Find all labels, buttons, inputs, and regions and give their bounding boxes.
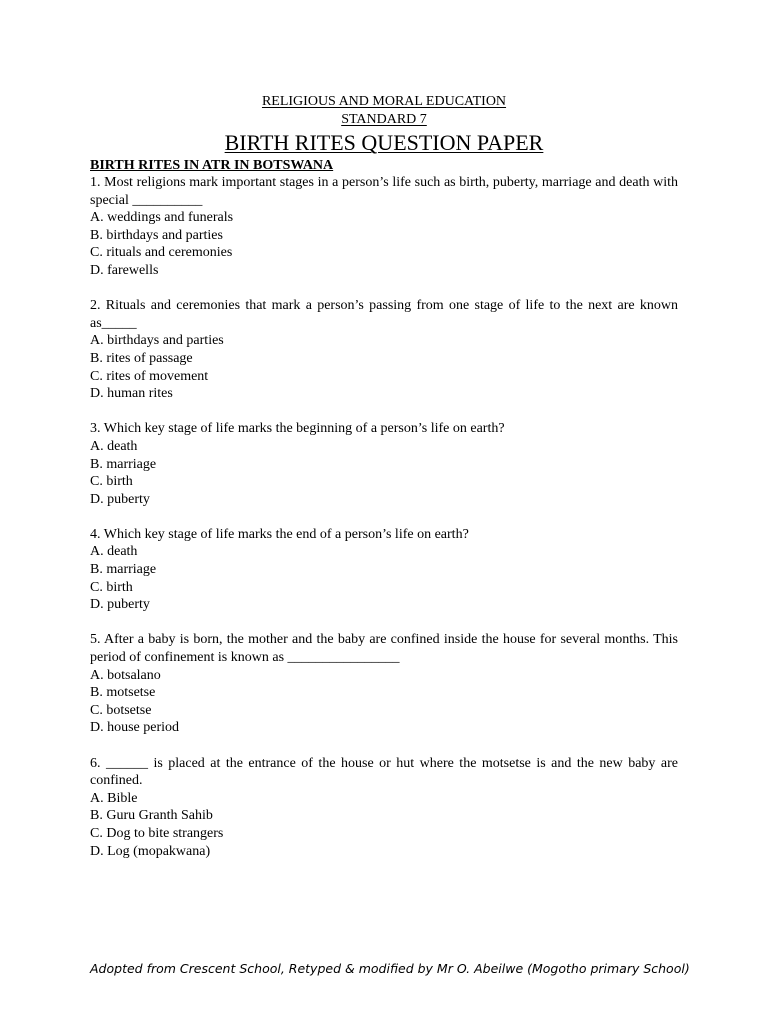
subject-heading: RELIGIOUS AND MORAL EDUCATION xyxy=(261,94,507,109)
option-a: A. birthdays and parties xyxy=(90,333,224,349)
question-text: 4. Which key stage of life marks the end of a person’s life on earth? xyxy=(90,526,469,542)
option-c: C. birth xyxy=(90,579,133,595)
question-1 xyxy=(90,174,678,280)
option-c: C. botsetse xyxy=(90,702,152,718)
option-c: C. birth xyxy=(90,474,133,490)
option-d: D. house period xyxy=(90,720,180,736)
option-b: B. birthdays and parties xyxy=(90,227,223,243)
questions-list xyxy=(90,174,678,878)
question-2 xyxy=(90,297,678,403)
section-heading: BIRTH RITES IN ATR IN BOTSWANA xyxy=(90,158,334,173)
option-a: A. death xyxy=(90,544,138,560)
question-4 xyxy=(90,526,678,614)
option-d: D. Log (mopakwana) xyxy=(90,843,211,859)
question-text: 5. After a baby is born, the mother and the baby are confined inside the house for several months. This period of confinement is known as ________________ xyxy=(90,632,678,666)
option-b: B. marriage xyxy=(90,456,157,472)
option-d: D. human rites xyxy=(90,386,173,402)
question-text: 6. ______ is placed at the entrance of the house or hut where the motsetse is and the new baby are confined. xyxy=(90,755,678,789)
question-text: 1. Most religions mark important stages in a person’s life such as birth, puberty, marriage and death with special __________ xyxy=(90,175,678,208)
standard-heading: STANDARD 7 xyxy=(341,112,427,127)
option-a: A. Bible xyxy=(90,790,138,806)
option-b: B. motsetse xyxy=(90,685,156,701)
option-c: C. Dog to bite strangers xyxy=(90,825,224,841)
page-title: BIRTH RITES QUESTION PAPER xyxy=(224,130,544,155)
option-b: B. rites of passage xyxy=(90,350,193,366)
option-a: A. botsalano xyxy=(90,667,161,683)
question-6 xyxy=(90,755,678,861)
option-d: D. puberty xyxy=(90,597,150,613)
question-3 xyxy=(90,420,678,508)
option-a: A. weddings and funerals xyxy=(90,210,234,226)
option-a: A. death xyxy=(90,438,138,454)
option-b: B. marriage xyxy=(90,562,157,578)
option-d: D. farewells xyxy=(90,262,159,278)
option-b: B. Guru Granth Sahib xyxy=(90,808,213,824)
question-text: 2. Rituals and ceremonies that mark a person’s passing from one stage of life to the next are known as_____ xyxy=(90,298,678,331)
footer-attribution: Adopted from Crescent School, Retyped & modified by Mr O. Abeilwe (Mogotho primary School) xyxy=(90,961,690,976)
option-c: C. rituals and ceremonies xyxy=(90,245,233,261)
question-5 xyxy=(90,631,678,737)
option-c: C. rites of movement xyxy=(90,368,209,384)
question-text: 3. Which key stage of life marks the beginning of a person’s life on earth? xyxy=(90,421,505,437)
option-d: D. puberty xyxy=(90,491,150,507)
